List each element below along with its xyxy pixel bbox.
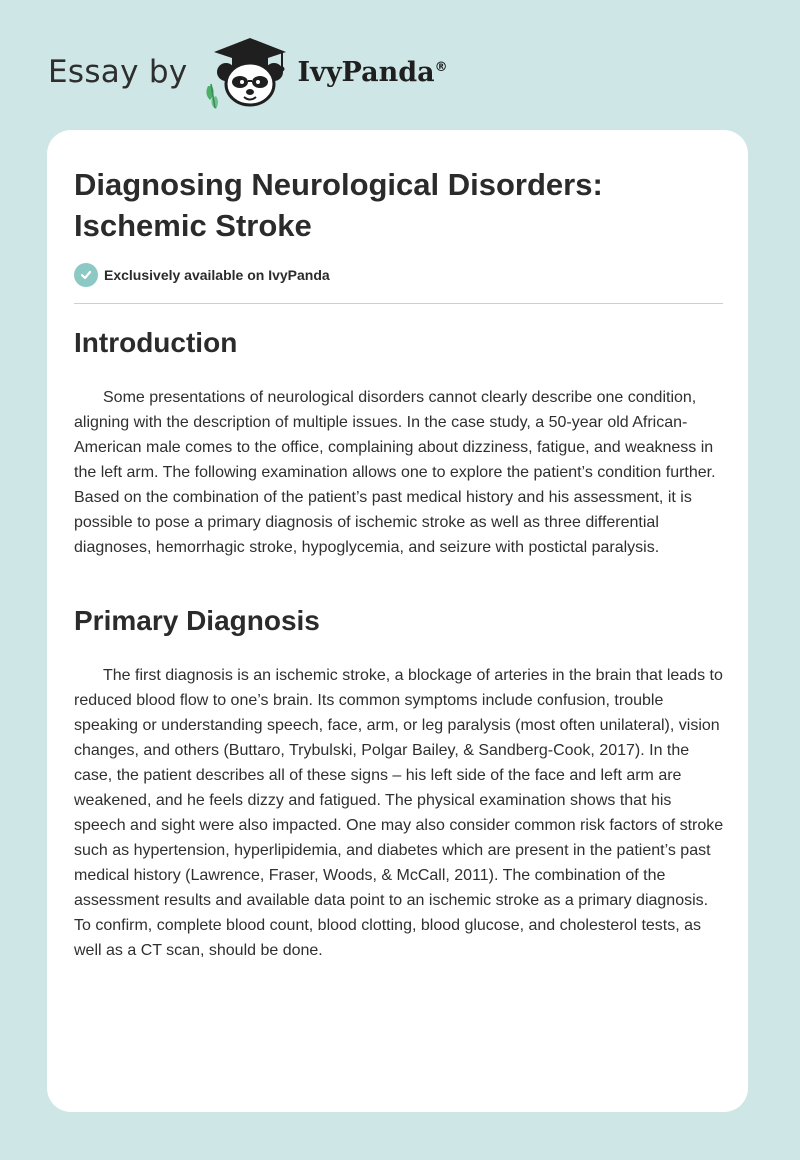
section-heading-primary-diagnosis: Primary Diagnosis <box>74 605 320 636</box>
divider <box>74 303 723 304</box>
essay-by-label: Essay by <box>48 54 188 90</box>
check-icon <box>74 263 98 287</box>
section-text-primary-diagnosis: The first diagnosis is an ischemic stroke, a blockage of arteries in the brain that leads to reduced blood flow to one’s brain. Its common symptoms include confusion, trouble speaking or understanding speech, face, arm, or leg paralysis (most often unilateral), vision changes, and others (Buttaro, Trybulski, Polgar Bailey, & Sandberg-Cook, 2017). In the case, the patient describes all of these signs – his left side of the face and left arm are weakened, and he feels dizzy and fatigued. The physical examination shows that his speech and sight were also impacted. One may also consider common risk factors of stroke such as hypertension, hyperlipidemia, and diabetes which are present in the patient’s past medical history (Lawrence, Fraser, Woods, & McCall, 2011). The combination of the assessment results and available data point to an ischemic stroke as a primary diagnosis. To confirm, complete blood count, blood clotting, blood glucose, and cholesterol tests, as well as a CT scan, should be done. <box>74 667 724 959</box>
section-text-introduction: Some presentations of neurological disorders cannot clearly describe one condition, aligning with the description of multiple issues. In the case study, a 50-year old African-American male comes to the office, complaining about dizziness, fatigue, and weakness in the left arm. The following examination allows one to explore the patient’s condition further. Based on the combination of the patient’s past medical history and his assessment, it is possible to pose a primary diagnosis of ischemic stroke as well as three differential diagnoses, hemorrhagic stroke, hypoglycemia, and seizure with postictal paralysis. <box>74 389 716 556</box>
exclusive-badge <box>74 263 330 287</box>
essay-card <box>47 130 748 1112</box>
exclusive-label: Exclusively available on IvyPanda <box>104 267 330 283</box>
section-heading-introduction: Introduction <box>74 327 238 358</box>
brand-name: IvyPanda® <box>297 56 448 88</box>
brand-header <box>48 32 448 112</box>
panda-graduate-icon <box>202 34 292 110</box>
page-title: Diagnosing Neurological Disorders: Ischemic Stroke <box>74 167 603 243</box>
